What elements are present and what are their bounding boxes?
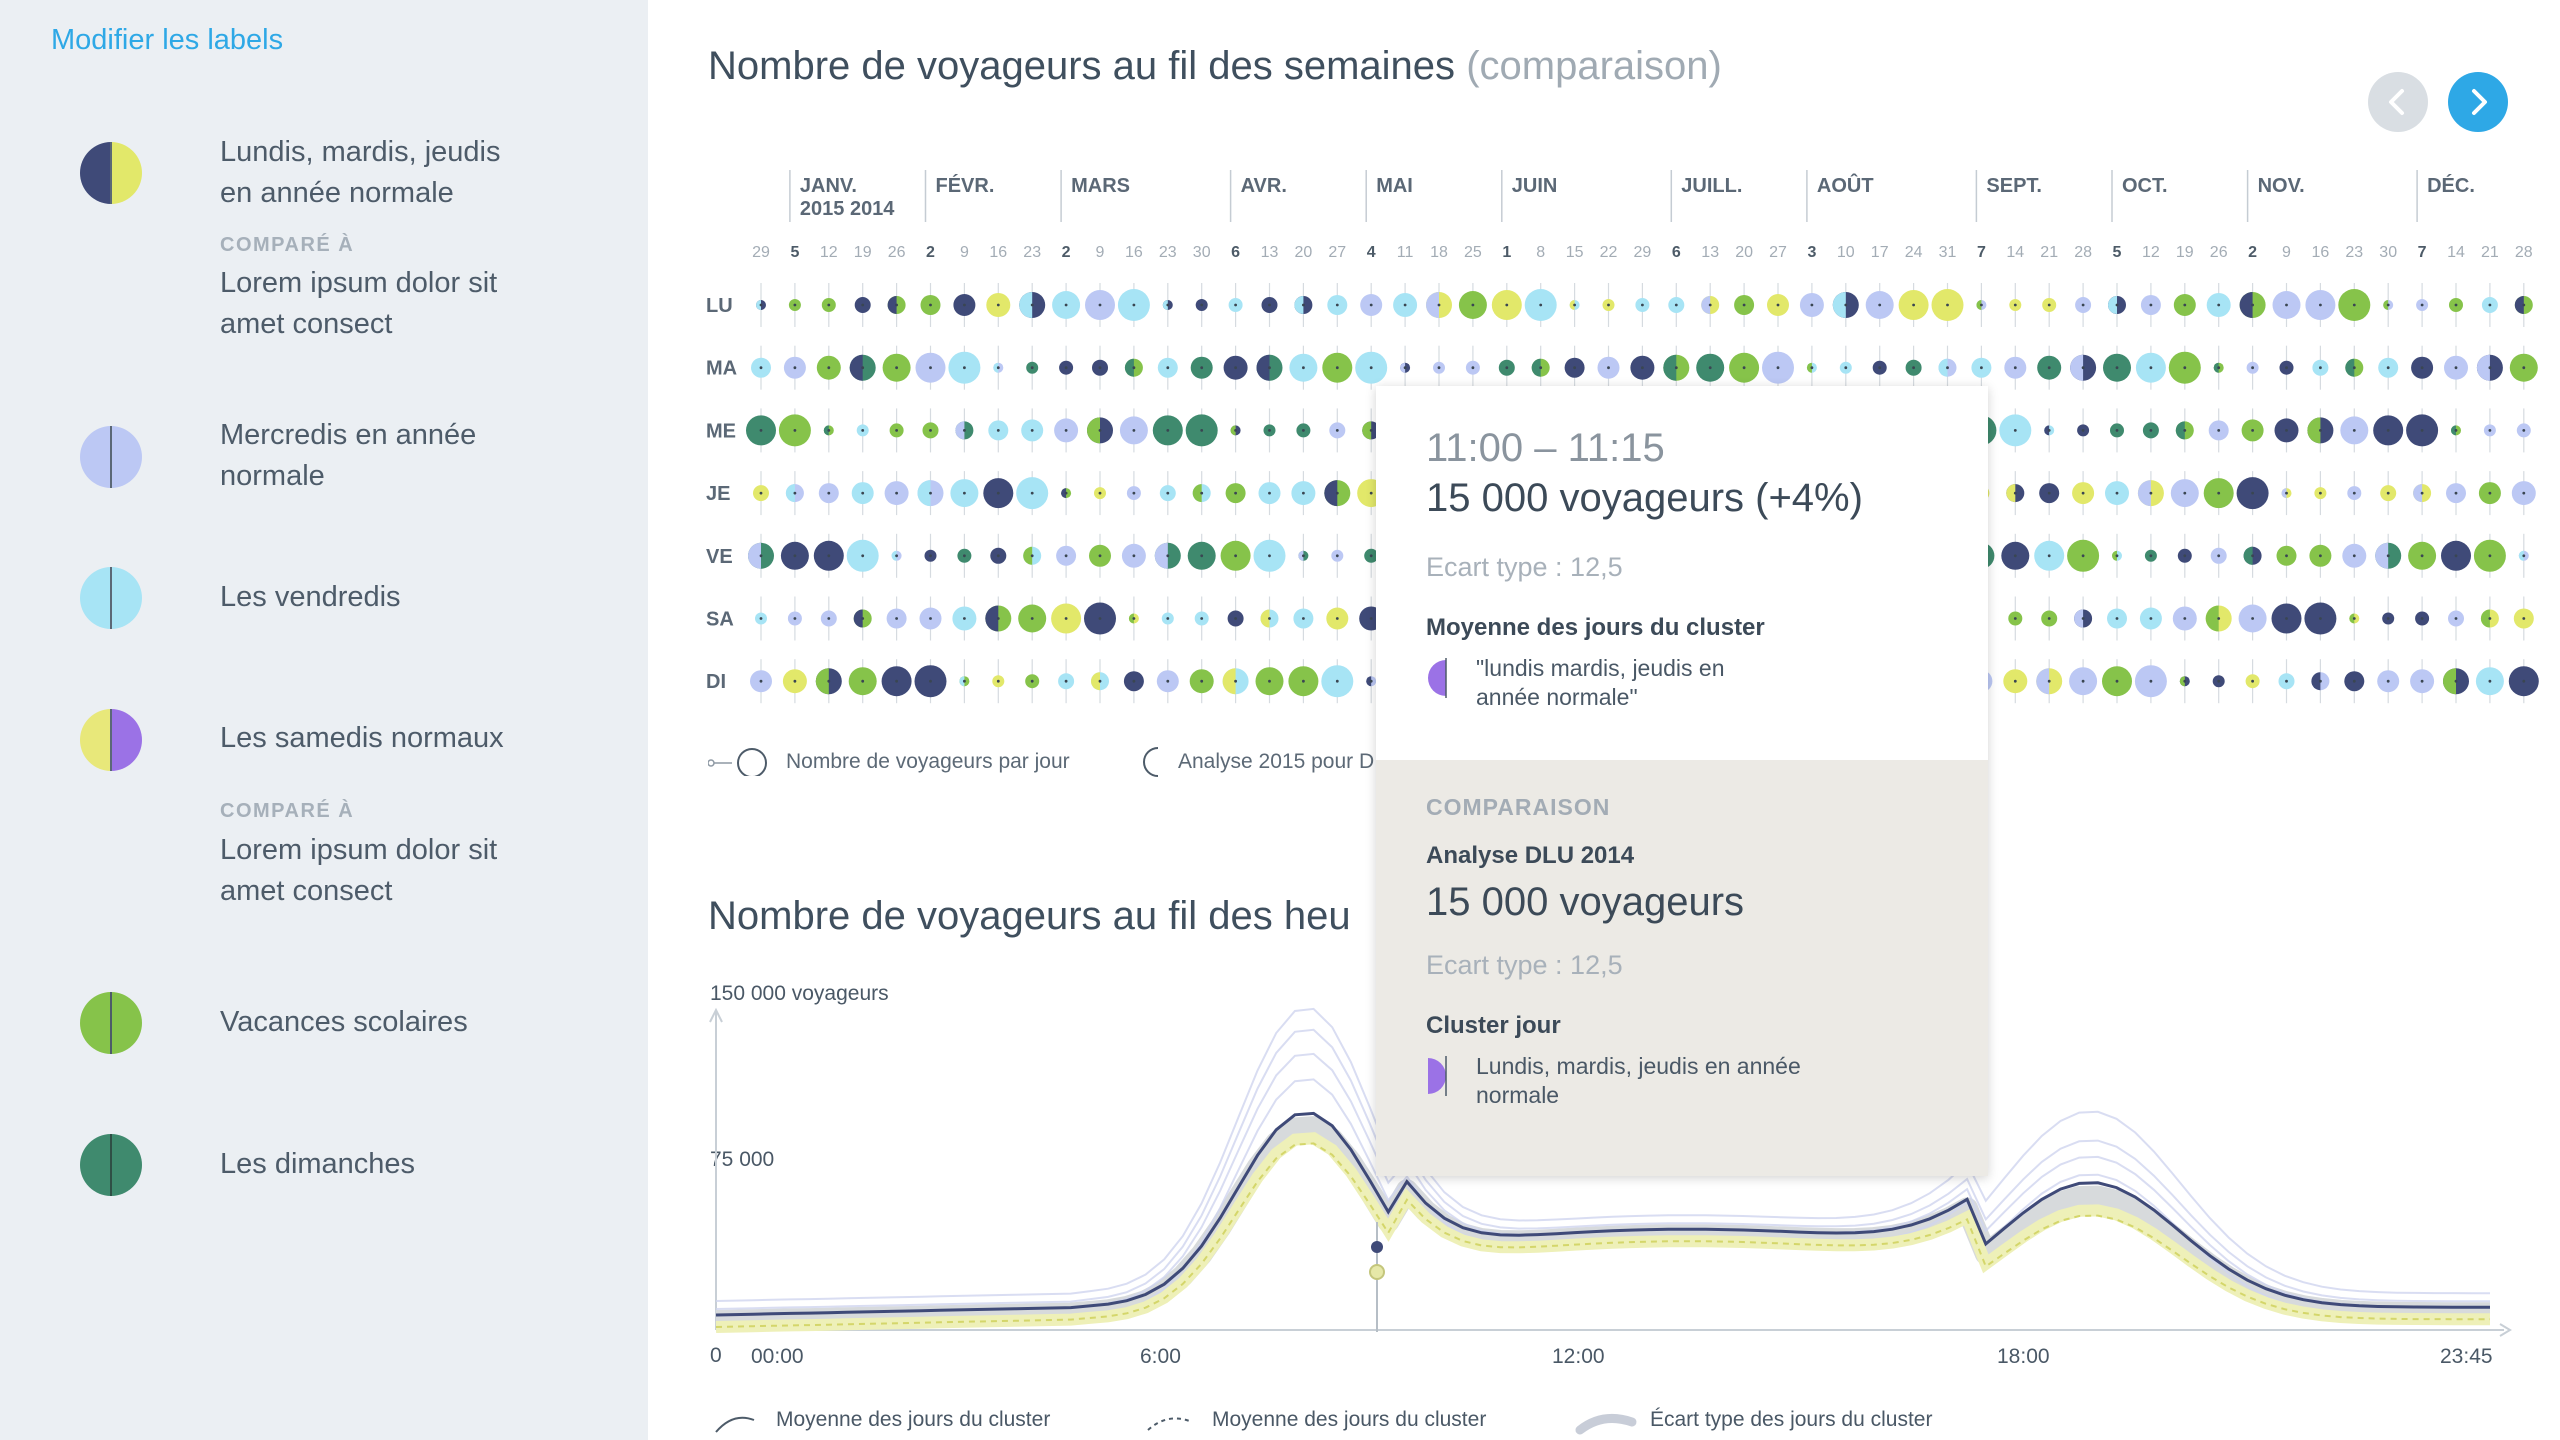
row-label: ME	[706, 420, 736, 443]
compared-value: Lorem ipsum dolor sit	[220, 267, 498, 299]
day-label: 16	[989, 244, 1008, 261]
cluster-label: Mercredis en année	[220, 419, 477, 451]
day-label: 7	[2417, 244, 2427, 261]
cluster-half-icon	[1426, 1056, 1452, 1096]
previous-button[interactable]	[2368, 72, 2428, 132]
day-label: 19	[853, 244, 872, 261]
day-label: 18	[1430, 244, 1448, 261]
cluster-label: Les vendredis	[220, 581, 401, 613]
row-label: VE	[706, 545, 733, 568]
cluster-label: Les samedis normaux	[220, 722, 504, 754]
legend-analysis: Analyse 2015 pour D	[1178, 750, 1375, 773]
comparison-label: COMPARAISON	[1426, 794, 1611, 820]
month-label: MAI	[1376, 175, 1413, 197]
tooltip-std: Ecart type : 12,5	[1426, 552, 1623, 582]
day-label: 28	[2514, 244, 2533, 261]
cluster-label: normale	[220, 460, 325, 492]
day-label: 21	[2040, 244, 2059, 261]
day-label: 12	[2142, 244, 2160, 261]
day-label: 5	[2112, 244, 2122, 261]
day-label: 13	[1701, 244, 1720, 261]
legend-mean-1: Moyenne des jours du cluster	[776, 1408, 1051, 1431]
day-label: 7	[1976, 244, 1986, 261]
chevron-left-icon	[2368, 72, 2428, 132]
day-label: 4	[1366, 244, 1376, 261]
month-label: JANV.	[799, 175, 857, 197]
day-label: 21	[2481, 244, 2499, 261]
day-label: 29	[1633, 244, 1652, 261]
compared-label: COMPARÉ À	[220, 234, 355, 256]
day-label: 20	[1294, 244, 1313, 261]
row-label: DI	[706, 671, 726, 694]
x-label-2345: 23:45	[2440, 1345, 2493, 1368]
month-label: JUIN	[1511, 175, 1558, 197]
day-label: 23	[1023, 244, 1042, 261]
day-label: 30	[1192, 244, 1211, 261]
comparison-std: Ecart type : 12,5	[1426, 950, 1623, 980]
cluster-half-icon	[1426, 658, 1452, 698]
day-label: 9	[1095, 244, 1105, 261]
day-label: 23	[1158, 244, 1177, 261]
cluster-icon-sa	[80, 709, 142, 771]
month-label: MARS	[1071, 175, 1130, 197]
day-label: 6	[1671, 244, 1681, 261]
month-label: AVR.	[1240, 175, 1287, 197]
tooltip-time: 11:00 – 11:15	[1426, 426, 1665, 470]
month-label: OCT.	[2122, 175, 2168, 197]
day-label: 27	[1328, 244, 1347, 261]
compared-label: COMPARÉ À	[220, 800, 355, 822]
compared-value: Lorem ipsum dolor sit	[220, 834, 498, 866]
main-panel	[648, 0, 2560, 1440]
day-label: 9	[959, 244, 969, 261]
x-label-1800: 18:00	[1997, 1345, 2050, 1368]
day-label: 19	[2175, 244, 2194, 261]
day-label: 26	[887, 244, 906, 261]
day-label: 30	[2379, 244, 2398, 261]
hover-point-compare	[1370, 1265, 1384, 1279]
weeks-chart-title: Nombre de voyageurs au fil des semaines (comparaison)	[708, 44, 1722, 88]
day-label: 25	[1464, 244, 1482, 261]
compared-value: amet consect	[220, 308, 393, 340]
x-label-1200: 12:00	[1552, 1345, 1605, 1368]
x-label-0000: 00:00	[751, 1345, 804, 1368]
cluster-label: Les dimanches	[220, 1148, 416, 1180]
row-label: MA	[706, 357, 738, 380]
cluster-icon-ve	[80, 567, 142, 629]
month-label: SEPT.	[1986, 175, 2042, 197]
y-axis-max-label: 150 000 voyageurs	[710, 982, 889, 1005]
day-label: 14	[2447, 244, 2465, 261]
day-label: 24	[1904, 244, 1923, 261]
day-label: 15	[1565, 244, 1584, 261]
day-label: 20	[1735, 244, 1753, 261]
cluster-day-name: Lundis, mardis, jeudis en année	[1476, 1053, 1801, 1079]
day-label: 31	[1938, 244, 1957, 261]
month-label: AOÛT	[1816, 175, 1874, 197]
cluster-day-name: normale	[1476, 1082, 1560, 1108]
month-label: JUILL.	[1681, 175, 1743, 197]
day-label: 17	[1870, 244, 1889, 261]
tooltip-cluster-avg-name: "lundis mardis, jeudis en	[1476, 655, 1725, 681]
day-label: 29	[752, 244, 770, 261]
day-label: 5	[790, 244, 800, 261]
daily-legend-icon	[708, 746, 768, 776]
day-label: 28	[2074, 244, 2092, 261]
day-label: 8	[1536, 244, 1546, 261]
legend-line-solid	[716, 1418, 754, 1432]
tooltip-cluster-avg-name: année normale"	[1476, 684, 1638, 710]
cluster-icon-me	[80, 426, 142, 488]
row-label: LU	[706, 295, 733, 317]
day-label: 27	[1769, 244, 1787, 261]
edit-labels-link[interactable]: Modifier les labels	[51, 24, 284, 56]
day-label: 14	[2006, 244, 2025, 261]
y-axis-zero-label: 0	[710, 1344, 722, 1367]
cluster-icon-dimanches	[80, 1134, 142, 1196]
legend-daily: Nombre de voyageurs par jour	[786, 750, 1070, 773]
cluster-icon-lu-ma-je	[80, 142, 142, 204]
sidebar	[0, 0, 648, 1440]
day-label: 23	[2345, 244, 2364, 261]
tooltip	[1376, 386, 1988, 1176]
day-label: 16	[2311, 244, 2330, 261]
analysis-legend-icon	[1138, 744, 1168, 780]
day-label: 10	[1836, 244, 1855, 261]
compared-value: amet consect	[220, 875, 393, 907]
day-label: 11	[1396, 244, 1414, 261]
day-label: 12	[819, 244, 838, 261]
day-label: 2	[2248, 244, 2258, 261]
month-label: FÉVR.	[935, 175, 995, 197]
legend-line-dashed	[1148, 1418, 1192, 1430]
day-label: 16	[1125, 244, 1143, 261]
day-label: 22	[1599, 244, 1618, 261]
hours-chart-title: Nombre de voyageurs au fil des heu	[708, 894, 1351, 938]
day-label: 2	[1061, 244, 1071, 261]
day-label: 3	[1807, 244, 1817, 261]
cluster-icon-vacances	[80, 992, 142, 1054]
legend-std-band	[1580, 1418, 1632, 1430]
day-label: 1	[1502, 244, 1512, 261]
day-label: 26	[2209, 244, 2228, 261]
month-label: NOV.	[2257, 175, 2305, 197]
row-label: JE	[706, 483, 731, 506]
row-label: SA	[706, 608, 734, 631]
cluster-label: Vacances scolaires	[220, 1006, 468, 1038]
year-label: 2015 2014	[799, 198, 895, 220]
tooltip-cluster-avg-title: Moyenne des jours du cluster	[1426, 614, 1765, 641]
month-label: DÉC.	[2427, 175, 2475, 197]
tooltip-comparison	[1376, 760, 1988, 1176]
day-label: 9	[2282, 244, 2291, 261]
cluster-label: Lundis, mardis, jeudis	[220, 136, 501, 168]
cluster-label: en année normale	[220, 177, 454, 209]
day-label: 2	[926, 244, 935, 261]
legend-std: Écart type des jours du cluster	[1650, 1408, 1933, 1431]
legend-mean-2: Moyenne des jours du cluster	[1212, 1408, 1487, 1431]
y-axis-mid-label: 75 000	[710, 1148, 775, 1171]
comparison-value: 15 000 voyageurs	[1426, 880, 1745, 924]
cluster-day-title: Cluster jour	[1426, 1012, 1561, 1039]
analysis-label: Analyse DLU 2014	[1426, 842, 1635, 869]
next-button[interactable]	[2448, 72, 2508, 132]
chevron-right-icon	[2448, 72, 2508, 132]
hover-point	[1371, 1241, 1383, 1253]
tooltip-value: 15 000 voyageurs (+4%)	[1426, 476, 1863, 520]
day-label: 13	[1260, 244, 1279, 261]
day-label: 6	[1231, 244, 1241, 261]
x-label-0600: 6:00	[1140, 1345, 1181, 1368]
